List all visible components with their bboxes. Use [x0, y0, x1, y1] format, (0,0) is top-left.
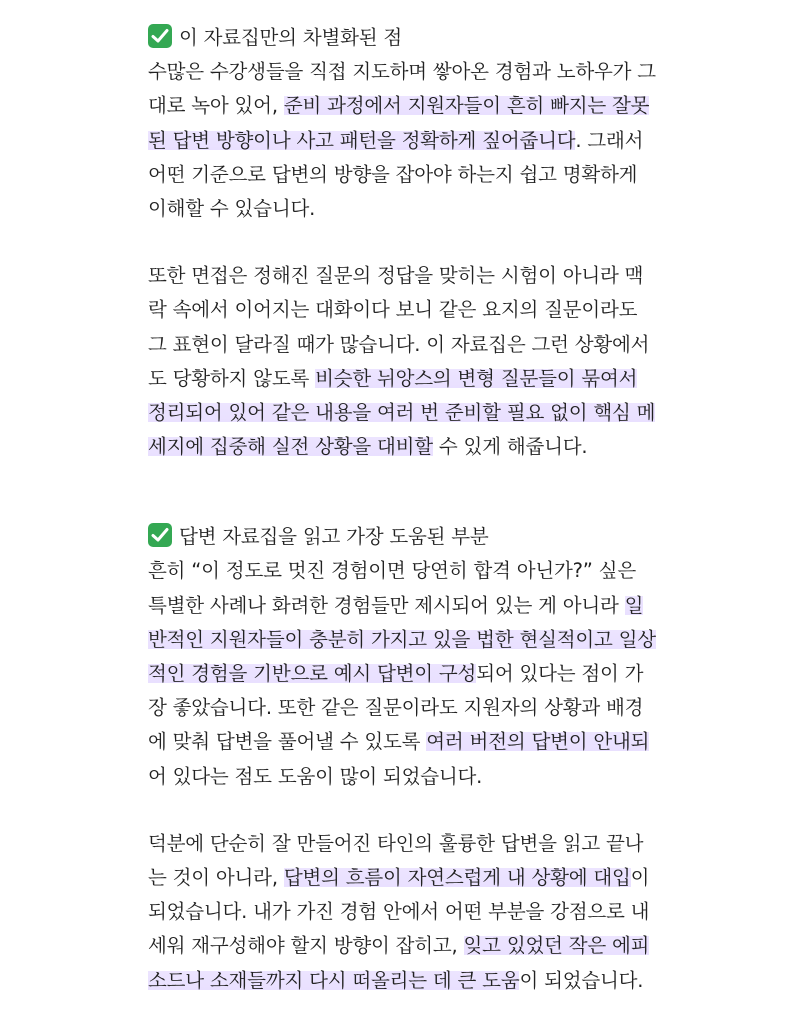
highlighted-text: 일	[624, 593, 644, 617]
text-line	[148, 861, 788, 895]
text-segment: 이	[630, 865, 650, 889]
text-line	[148, 259, 788, 293]
highlighted-text: 여러 버전의 답변이 안내되	[426, 730, 650, 754]
highlighted-text: 적인 경험을 기반으로 예시 답변이 구성	[148, 662, 477, 685]
highlighted-text: 세지에 집중해 실전 상황을 대비할	[148, 435, 433, 459]
text-line	[148, 430, 788, 464]
check-mark-button-icon	[148, 523, 172, 547]
text-segment: 되었습니다. 내가 가진 경험 안에서 어떤 부분을 강점으로 내	[148, 900, 650, 924]
text-segment: 장 좋았습니다. 또한 같은 질문이라도 지원자의 상황과 배경	[148, 696, 644, 720]
text-line	[148, 158, 788, 192]
highlighted-text: 소드나 소재들까지 다시 떠올리는 데 큰 도움	[148, 968, 520, 992]
text-line	[148, 964, 788, 998]
paragraph	[148, 827, 788, 998]
highlighted-text: 된 답변 방향이나 사고 패턴을 정확하게 짚어줍니다	[148, 128, 576, 152]
text-segment: 에 맞춰 답변을 풀어낼 수 있도록	[148, 730, 427, 754]
section-heading	[148, 520, 788, 554]
text-segment: 대로 녹아 있어,	[148, 94, 284, 118]
text-segment: 어 있다는 점도 도움이 많이 되었습니다.	[148, 764, 483, 788]
text-segment: 어떤 기준으로 답변의 방향을 잡아야 하는지 쉽고 명확하게	[148, 162, 638, 186]
paragraph	[148, 55, 788, 226]
text-segment: 또한 면접은 정해진 질문의 정답을 맞히는 시험이 아니라 맥	[148, 264, 644, 288]
section-heading-text: 이 자료집만의 차별화된 점	[179, 26, 403, 49]
text-line	[148, 827, 788, 861]
text-segment: 세워 재구성해야 할지 방향이 잡히고,	[148, 934, 464, 958]
text-segment: 특별한 사례나 화려한 경험들만 제시되어 있는 게 아니라	[148, 593, 625, 617]
text-segment: 락 속에서 이어지는 대화이다 보니 같은 요지의 질문이라도	[148, 298, 638, 322]
text-segment: 수많은 수강생들을 직접 지도하며 쌓아온 경험과 노하우가 그	[148, 60, 656, 84]
text-line	[148, 192, 788, 226]
text-segment: 는 것이 아니라,	[148, 865, 284, 889]
paragraph	[148, 554, 788, 793]
section-heading	[148, 21, 788, 55]
text-line	[148, 929, 788, 963]
section-heading-text: 답변 자료집을 읽고 가장 도움된 부분	[179, 525, 489, 549]
text-line	[148, 554, 788, 588]
check-mark-button-icon	[148, 24, 172, 48]
text-line	[148, 657, 788, 691]
highlighted-text: 정리되어 있어 같은 내용을 여러 번 준비할 필요 없이 핵심 메	[148, 400, 656, 424]
text-line	[148, 293, 788, 327]
highlighted-text: 반적인 지원자들이 충분히 가지고 있을 법한 현실적이고 일상	[148, 627, 656, 651]
text-segment: 덕분에 단순히 잘 만들어진 타인의 훌륭한 답변을 읽고 끝나	[148, 831, 644, 855]
text-line	[148, 895, 788, 929]
highlighted-text: 잊고 있었던 작은 에피	[463, 934, 650, 958]
text-line	[148, 691, 788, 725]
highlighted-text: 비슷한 뉘앙스의 변형 질문들이 묶여서	[315, 366, 638, 390]
text-line	[148, 623, 788, 657]
text-line	[148, 124, 788, 158]
paragraph	[148, 259, 788, 464]
text-segment: 수 있게 해줍니다.	[432, 435, 588, 459]
text-segment: 도 당황하지 않도록	[148, 366, 316, 390]
text-line	[148, 589, 788, 623]
document-body	[148, 21, 788, 998]
text-line	[148, 725, 788, 759]
text-segment: . 그래서	[575, 128, 644, 152]
text-line	[148, 760, 788, 794]
highlighted-text: 답변의 흐름이 자연스럽게 내 상황에 대입	[283, 865, 631, 889]
text-line	[148, 328, 788, 362]
text-segment: 되어 있다는 점이 가	[476, 662, 644, 685]
text-segment: 이 되었습니다.	[519, 968, 644, 992]
text-line	[148, 55, 788, 89]
text-segment: 그 표현이 달라질 때가 많습니다. 이 자료집은 그런 상황에서	[148, 332, 650, 356]
text-segment: 이해할 수 있습니다.	[148, 196, 316, 220]
text-segment: 흔히 “이 정도로 멋진 경험이면 당연히 합격 아닌가?” 싶은	[148, 559, 636, 583]
text-line	[148, 396, 788, 430]
highlighted-text: 준비 과정에서 지원자들이 흔히 빠지는 잘못	[283, 94, 650, 118]
text-line	[148, 362, 788, 396]
text-line	[148, 89, 788, 123]
